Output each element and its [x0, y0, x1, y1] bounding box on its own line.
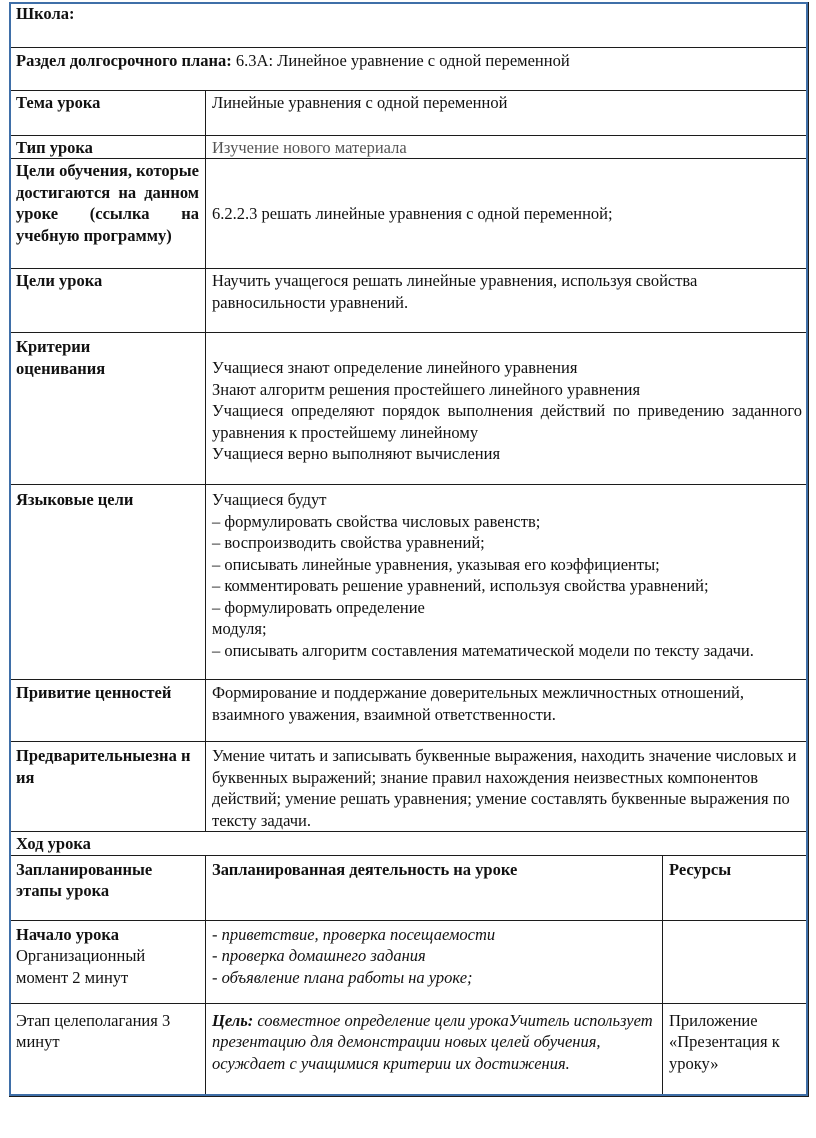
header-activities: Запланированная деятельность на уроке	[206, 855, 663, 920]
language-goal-item: модуля;	[212, 619, 267, 638]
language-goal-item: – описывать линейные уравнения, указывая его коэффициенты;	[212, 554, 660, 574]
learning-goals-label: Цели обучения, которые достигаются на данном уроке (ссылка на учебную программу)	[10, 159, 206, 269]
values-value: Формирование и поддержание доверительных межличностных отношений, взаимного уважения, взаимной ответственности.	[206, 680, 809, 742]
activity-item: - объявление плана работы на уроке;	[212, 967, 473, 987]
language-goals-label: Языковые цели	[10, 485, 206, 680]
lesson-goals-value: Научить учащегося решать линейные уравнения, используя свойства равносильности уравнений.	[206, 269, 809, 333]
lesson-flow-title: Ход урока	[10, 832, 809, 856]
language-goal-item: Учащиеся будут	[212, 490, 327, 509]
lesson-type-value: Изучение нового материала	[206, 135, 809, 159]
goal-label: Цель:	[212, 1010, 254, 1030]
language-goal-item: – воспроизводить свойства уравнений;	[212, 533, 485, 552]
criteria-item: Знают алгоритм решения простейшего линейного уравнения	[212, 379, 641, 399]
language-goal-item: – формулировать свойства числовых равенств;	[212, 511, 541, 531]
section-value: 6.3А: Линейное уравнение с одной переменной	[235, 50, 570, 70]
criteria-label-line1: Критерии	[16, 337, 91, 356]
activity-item: - проверка домашнего задания	[212, 946, 426, 965]
activity-item: - приветствие, проверка посещаемости	[212, 924, 496, 944]
school-label: Школа:	[10, 2, 809, 47]
learning-goals-value: 6.2.2.3 решать линейные уравнения с одной переменной;	[206, 159, 809, 269]
criteria-item: Учащиеся верно выполняют вычисления	[212, 444, 501, 463]
language-goal-item: – комментировать решение уравнений, используя свойства уравнений;	[212, 576, 709, 595]
page-border	[9, 2, 808, 1096]
language-goal-item: – формулировать определение	[212, 597, 425, 617]
criteria-label-line2: оценивания	[16, 358, 106, 378]
lesson-goals-label: Цели урока	[10, 269, 206, 333]
criteria-item: Учащиеся знают определение линейного уравнения	[212, 358, 578, 377]
criteria-item: Учащиеся определяют порядок выполнения действий по приведению заданного уравнения к простейшему линейному	[212, 401, 803, 442]
language-goal-item: – описывать алгоритм составления математической модели по тексту задачи.	[212, 640, 754, 660]
stage-desc: Этап целеполагания 3 минут	[16, 1010, 171, 1051]
stage-desc: Организационный момент 2 минут	[16, 946, 146, 987]
values-label: Привитие ценностей	[10, 680, 206, 742]
header-resources: Ресурсы	[663, 855, 809, 920]
header-stages: Запланированные этапы урока	[10, 855, 206, 920]
topic-value: Линейные уравнения с одной переменной	[206, 90, 809, 135]
lesson-type-label: Тип урока	[10, 135, 206, 159]
prior-knowledge-label: Предварительныезна ния	[10, 742, 206, 832]
stage-resources: Приложение «Презентация к уроку»	[663, 1003, 809, 1096]
stage-title: Начало урока	[16, 924, 119, 944]
prior-knowledge-value: Умение читать и записывать буквенные выражения, находить значение числовых и буквенных выражений; знание правил нахождения неизвестных компонентов действий; умение решать уравнения; умение составлять буквенные выражения по тексту задачи.	[206, 742, 809, 832]
goal-text: совместное определение цели урокаУчитель использует презентацию для демонстрации новых целей обучения, осуждает с учащимися критерии их достижения.	[212, 1010, 653, 1073]
section-label: Раздел долгосрочного плана:	[16, 50, 232, 70]
topic-label: Тема урока	[10, 90, 206, 135]
